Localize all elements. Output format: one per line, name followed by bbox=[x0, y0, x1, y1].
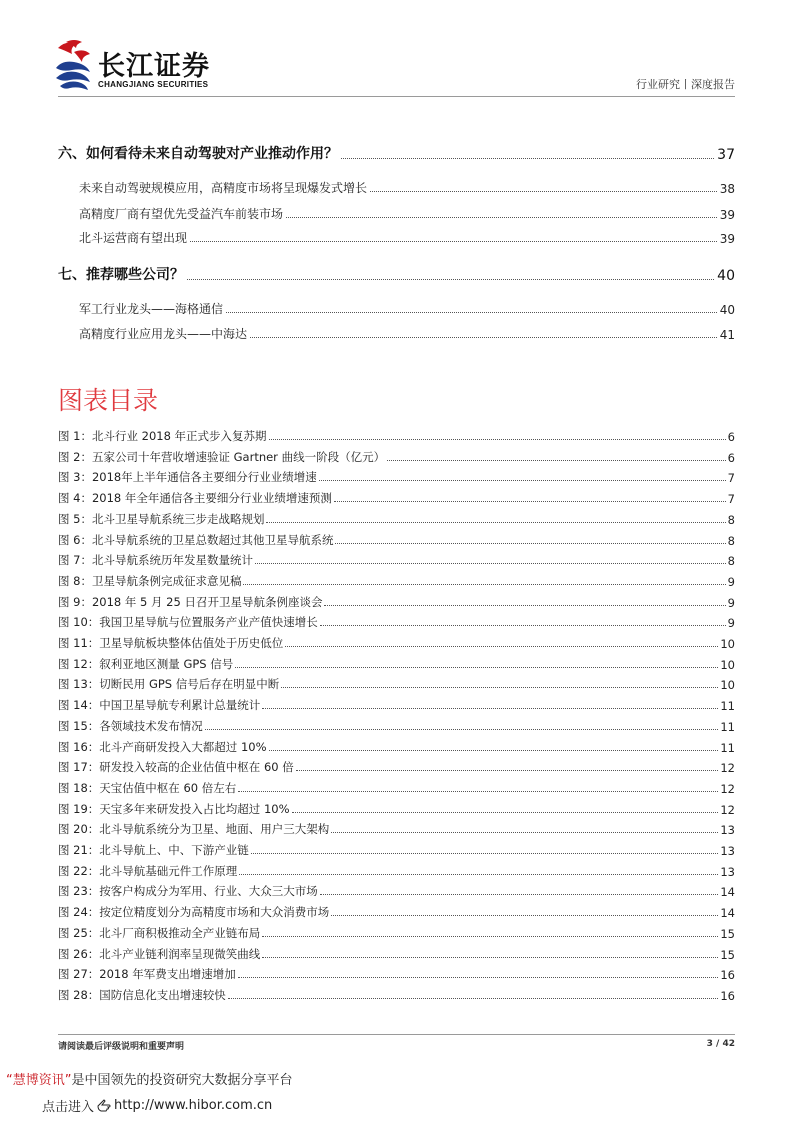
figure-caption: 图 23：按客户构成分为军用、行业、大众三大市场 bbox=[58, 884, 318, 899]
leader-dots bbox=[292, 812, 719, 813]
figure-entry[interactable] bbox=[58, 676, 735, 692]
report-type-label: 行业研究丨深度报告 bbox=[636, 78, 735, 91]
figure-entry[interactable] bbox=[58, 946, 735, 962]
page-indicator: 3 / 42 bbox=[706, 1039, 735, 1049]
leader-dots bbox=[341, 158, 714, 159]
leader-dots bbox=[269, 439, 726, 440]
figure-entry[interactable] bbox=[58, 987, 735, 1003]
figure-page-number: 9 bbox=[727, 616, 735, 631]
figure-page-number: 9 bbox=[727, 574, 735, 589]
leader-dots bbox=[238, 977, 719, 978]
figure-caption: 图 22：北斗导航基础元件工作原理 bbox=[58, 863, 238, 878]
page-header bbox=[0, 0, 793, 100]
figure-page-number: 14 bbox=[720, 906, 735, 921]
leader-dots bbox=[281, 687, 718, 688]
leader-dots bbox=[205, 729, 719, 730]
figure-entry[interactable] bbox=[58, 821, 735, 837]
toc-subsection[interactable] bbox=[58, 300, 735, 317]
figure-page-number: 14 bbox=[720, 885, 735, 900]
toc-page-number: 37 bbox=[717, 147, 735, 163]
figure-page-number: 15 bbox=[720, 926, 735, 941]
leader-dots bbox=[251, 853, 719, 854]
leader-dots bbox=[331, 832, 718, 833]
figure-entry[interactable] bbox=[58, 594, 735, 610]
leader-dots bbox=[255, 563, 726, 564]
figure-caption: 图 14：中国卫星导航专利累计总量统计 bbox=[58, 698, 261, 713]
header-divider bbox=[58, 96, 735, 97]
figure-page-number: 13 bbox=[720, 864, 735, 879]
leader-dots bbox=[226, 312, 717, 313]
leader-dots bbox=[324, 605, 725, 606]
figure-entry[interactable] bbox=[58, 490, 735, 506]
figure-caption: 图 20：北斗导航系统分为卫星、地面、用户三大架构 bbox=[58, 822, 330, 837]
figure-caption: 图 18：天宝估值中枢在 60 倍左右 bbox=[58, 780, 237, 795]
toc-subsection[interactable] bbox=[58, 229, 735, 246]
toc-page-number: 40 bbox=[719, 303, 735, 317]
figure-caption: 图 2：五家公司十年营收增速验证 Gartner 曲线一阶段（亿元） bbox=[58, 449, 386, 464]
pointing-hand-icon bbox=[95, 1097, 113, 1115]
figure-caption: 图 7：北斗导航系统历年发星数量统计 bbox=[58, 553, 253, 568]
figure-entry[interactable] bbox=[58, 532, 735, 548]
figure-page-number: 11 bbox=[720, 719, 735, 734]
figure-entry[interactable] bbox=[58, 614, 735, 630]
promo-link-line bbox=[42, 1096, 272, 1115]
promo-slogan: 是中国领先的投资研究大数据分享平台 bbox=[71, 1073, 293, 1088]
leader-dots bbox=[320, 625, 726, 626]
figure-caption: 图 21：北斗导航上、中、下游产业链 bbox=[58, 843, 249, 857]
figure-caption: 图 10：我国卫星导航与位置服务产业产值快速增长 bbox=[58, 615, 318, 630]
leader-dots bbox=[269, 750, 719, 751]
figure-page-number: 12 bbox=[720, 802, 735, 817]
toc-entry-text: 军工行业龙头——海格通信 bbox=[79, 302, 224, 316]
figure-entry[interactable] bbox=[58, 656, 735, 672]
figure-caption: 图 17：研发投入较高的企业估值中枢在 60 倍 bbox=[58, 760, 294, 775]
promo-prefix: 点击进入 bbox=[42, 1100, 95, 1115]
figure-caption: 图 15：各领域技术发布情况 bbox=[58, 718, 203, 733]
figure-page-number: 13 bbox=[720, 844, 735, 858]
leader-dots bbox=[286, 217, 717, 218]
figure-entry[interactable] bbox=[58, 759, 735, 775]
figure-page-number: 6 bbox=[727, 450, 735, 465]
figure-entry[interactable] bbox=[58, 511, 735, 527]
figure-page-number: 12 bbox=[720, 781, 735, 796]
figure-caption: 图 5：北斗卫星导航系统三步走战略规划 bbox=[58, 511, 265, 526]
toc-entry-text: 六、如何看待未来自动驾驶对产业推动作用？ bbox=[58, 146, 338, 162]
figure-caption: 图 28：国防信息化支出增速较快 bbox=[58, 987, 226, 1002]
figure-page-number: 13 bbox=[720, 823, 735, 838]
figure-entry[interactable] bbox=[58, 449, 735, 465]
toc-page-number: 39 bbox=[719, 232, 735, 246]
figure-caption: 图 8：卫星导航条例完成征求意见稿 bbox=[58, 573, 242, 588]
figure-entry[interactable] bbox=[58, 428, 735, 444]
toc-entry-text: 北斗运营商有望出现 bbox=[79, 231, 188, 245]
toc-page-number: 40 bbox=[717, 268, 735, 284]
figure-entry[interactable] bbox=[58, 883, 735, 899]
toc-section-7[interactable] bbox=[58, 264, 735, 284]
company-logo bbox=[52, 38, 252, 98]
figure-caption: 图 12：叙利亚地区测量 GPS 信号 bbox=[58, 656, 234, 671]
figure-page-number: 8 bbox=[727, 512, 735, 527]
toc-subsection[interactable] bbox=[58, 325, 735, 342]
promo-url-link[interactable]: http://www.hibor.com.cn bbox=[114, 1098, 273, 1113]
footer-disclaimer: 请阅读最后评级说明和重要声明 bbox=[58, 1042, 185, 1052]
figure-entry[interactable] bbox=[58, 552, 735, 568]
figure-caption: 图 25：北斗厂商积极推动全产业链布局 bbox=[58, 925, 261, 940]
changjiang-logo-icon bbox=[52, 38, 94, 92]
figure-caption: 图 3：2018年上半年通信各主要细分行业业绩增速 bbox=[58, 470, 317, 485]
figure-entry[interactable] bbox=[58, 573, 735, 589]
leader-dots bbox=[334, 501, 726, 502]
toc-section-6[interactable] bbox=[58, 143, 735, 163]
figure-list-title: 图表目录 bbox=[58, 386, 159, 415]
promo-brand: “慧博资讯” bbox=[6, 1073, 72, 1088]
leader-dots bbox=[262, 957, 718, 958]
figure-page-number: 12 bbox=[720, 761, 735, 776]
figure-entry[interactable] bbox=[58, 780, 735, 796]
figure-entry[interactable] bbox=[58, 697, 735, 713]
figure-entry[interactable] bbox=[58, 469, 735, 485]
figure-page-number: 7 bbox=[727, 492, 735, 507]
toc-page-number: 41 bbox=[719, 328, 735, 342]
figure-caption: 图 19：天宝多年来研发投入占比均超过 10% bbox=[58, 801, 290, 816]
leader-dots bbox=[235, 667, 718, 668]
figure-page-number: 7 bbox=[727, 471, 735, 486]
leader-dots bbox=[335, 543, 725, 544]
figure-caption: 图 6：北斗导航系统的卫星总数超过其他卫星导航系统 bbox=[58, 532, 334, 547]
figure-caption: 图 4：2018 年全年通信各主要细分行业业绩增速预测 bbox=[58, 491, 332, 506]
toc-entry-text: 高精度厂商有望优先受益汽车前装市场 bbox=[79, 207, 284, 221]
leader-dots bbox=[266, 522, 725, 523]
figure-page-number: 6 bbox=[727, 430, 735, 444]
leader-dots bbox=[370, 191, 717, 192]
footer-divider bbox=[58, 1034, 735, 1035]
toc-page-number: 39 bbox=[719, 208, 735, 222]
figure-page-number: 10 bbox=[720, 657, 735, 672]
leader-dots bbox=[238, 791, 718, 792]
figure-caption: 图 1：北斗行业 2018 年正式步入复苏期 bbox=[58, 429, 267, 443]
figure-caption: 图 13：切断民用 GPS 信号后存在明显中断 bbox=[58, 677, 280, 692]
figure-caption: 图 26：北斗产业链利润率呈现微笑曲线 bbox=[58, 946, 261, 961]
toc-subsection[interactable] bbox=[58, 179, 735, 196]
figure-entry[interactable] bbox=[58, 925, 735, 941]
leader-dots bbox=[285, 646, 718, 647]
figure-page-number: 16 bbox=[720, 968, 735, 983]
leader-dots bbox=[296, 770, 719, 771]
toc-entry-text: 七、推荐哪些公司？ bbox=[58, 267, 184, 283]
figure-caption: 图 11：卫星导航板块整体估值处于历史低位 bbox=[58, 636, 284, 650]
leader-dots bbox=[319, 480, 726, 481]
figure-entry[interactable] bbox=[58, 718, 735, 734]
figure-page-number: 9 bbox=[727, 595, 735, 610]
figure-page-number: 11 bbox=[720, 699, 735, 714]
leader-dots bbox=[250, 337, 717, 338]
toc-page-number: 38 bbox=[719, 182, 735, 196]
leader-dots bbox=[262, 936, 718, 937]
logo-chinese-name: 长江证券 bbox=[98, 51, 210, 82]
figure-entry[interactable] bbox=[58, 966, 735, 982]
toc-entry-text: 未来自动驾驶规模应用，高精度市场将呈现爆发式增长 bbox=[79, 181, 368, 195]
figure-page-number: 8 bbox=[727, 554, 735, 569]
leader-dots bbox=[228, 998, 719, 999]
figure-entry[interactable] bbox=[58, 739, 735, 755]
leader-dots bbox=[387, 460, 726, 461]
leader-dots bbox=[239, 874, 718, 875]
toc-subsection[interactable] bbox=[58, 205, 735, 222]
figure-page-number: 11 bbox=[720, 740, 735, 755]
figure-page-number: 8 bbox=[727, 533, 735, 548]
leader-dots bbox=[190, 241, 717, 242]
figure-entry[interactable] bbox=[58, 863, 735, 879]
figure-page-number: 15 bbox=[720, 947, 735, 962]
figure-caption: 图 9：2018 年 5 月 25 日召开卫星导航条例座谈会 bbox=[58, 594, 323, 609]
figure-entry[interactable] bbox=[58, 842, 735, 858]
promo-line bbox=[6, 1069, 293, 1088]
leader-dots bbox=[320, 894, 719, 895]
leader-dots bbox=[331, 915, 718, 916]
toc-entry-text: 高精度行业应用龙头——中海达 bbox=[79, 327, 248, 341]
figure-caption: 图 24：按定位精度划分为高精度市场和大众消费市场 bbox=[58, 905, 330, 920]
leader-dots bbox=[187, 279, 714, 280]
figure-caption: 图 27：2018 年军费支出增速增加 bbox=[58, 967, 236, 982]
figure-caption: 图 16：北斗产商研发投入大都超过 10% bbox=[58, 739, 267, 754]
logo-english-name: CHANGJIANG SECURITIES bbox=[98, 80, 209, 89]
figure-page-number: 10 bbox=[720, 637, 735, 651]
figure-entry[interactable] bbox=[58, 801, 735, 817]
figure-entry[interactable] bbox=[58, 635, 735, 651]
figure-page-number: 16 bbox=[720, 988, 735, 1003]
leader-dots bbox=[262, 708, 718, 709]
figure-entry[interactable] bbox=[58, 904, 735, 920]
leader-dots bbox=[243, 584, 725, 585]
figure-page-number: 10 bbox=[720, 678, 735, 693]
